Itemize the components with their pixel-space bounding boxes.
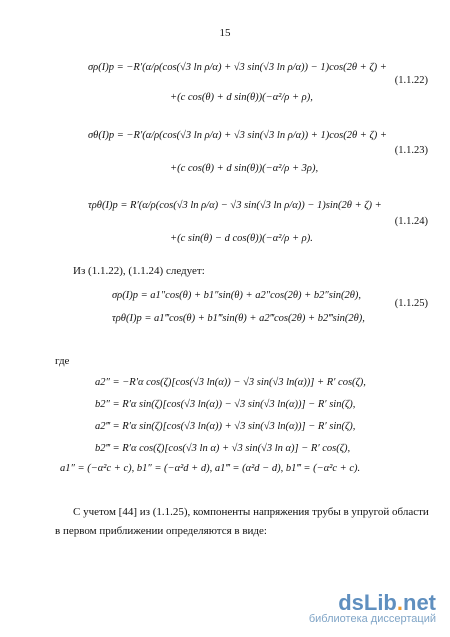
equation-1-1-22-line1: σρ(I)p = −R′(α/ρ(cos(√3 ln ρ/α) + √3 sin(√3 ln ρ/α)) − 1)cos(2θ + ζ) + [88, 62, 387, 73]
where-label: где [55, 355, 70, 367]
equation-1-1-24-line2: +(c sin(θ) − d cos(θ))(−α²/ρ + ρ). [170, 233, 313, 244]
equation-number-1-1-24: (1.1.24) [394, 216, 428, 227]
equation-number-1-1-23: (1.1.23) [394, 145, 428, 156]
equation-1-1-25-line2: τρθ(I)p = a1‴cos(θ) + b1‴sin(θ) + a2‴cos(2θ) + b2‴sin(2θ), [112, 313, 365, 324]
equation-1-1-24-line1: τρθ(I)p = R′(α/ρ(cos(√3 ln ρ/α) − √3 sin(√3 ln ρ/α)) − 1)sin(2θ + ζ) + [88, 200, 382, 211]
watermark-logo: dsLib.net [338, 590, 436, 615]
coef-line-1: a2″ = −R′α cos(ζ)[cos(√3 ln(α)) − √3 sin(√3 ln(α))] + R′ cos(ζ), [95, 377, 366, 388]
equation-1-1-22-line2: +(c cos(θ) + d sin(θ))(−α²/ρ + ρ), [170, 92, 313, 103]
coef-line-4: b2‴ = R′α cos(ζ)[cos(√3 ln α) + √3 sin(√3 ln α)] − R′ cos(ζ), [95, 443, 351, 454]
coef-line-5: a1″ = (−α²c + c), b1″ = (−α²d + d), a1‴ = (α²d − d), b1‴ = (−α²c + c). [60, 463, 361, 474]
coef-line-3: a2‴ = R′α sin(ζ)[cos(√3 ln(α)) + √3 sin(√3 ln(α))] − R′ sin(ζ), [95, 421, 356, 432]
coef-line-2: b2″ = R′α sin(ζ)[cos(√3 ln(α)) − √3 sin(√3 ln(α))] − R′ sin(ζ), [95, 399, 356, 410]
equation-number-1-1-25: (1.1.25) [394, 298, 428, 309]
equation-1-1-23-line1: σθ(I)p = −R′(α/ρ(cos(√3 ln ρ/α) + √3 sin(√3 ln ρ/α)) + 1)cos(2θ + ζ) + [88, 130, 387, 141]
page-number: 15 [219, 27, 231, 39]
equation-1-1-23-line2: +(c cos(θ) + d sin(θ))(−α²/ρ + 3ρ), [170, 163, 319, 174]
text-from-equations: Из (1.1.22), (1.1.24) следует: [73, 265, 205, 277]
body-paragraph: С учетом [44] из (1.1.25), компоненты напряжения трубы в упругой области в первом приближении определяются в виде: [55, 506, 429, 537]
equation-1-1-25-line1: σρ(I)p = a1″cos(θ) + b1″sin(θ) + a2″cos(2θ) + b2″sin(2θ), [112, 290, 362, 301]
watermark [309, 590, 436, 625]
equation-number-1-1-22: (1.1.22) [394, 75, 428, 86]
watermark-subtitle: библиотека диссертаций [308, 613, 436, 625]
